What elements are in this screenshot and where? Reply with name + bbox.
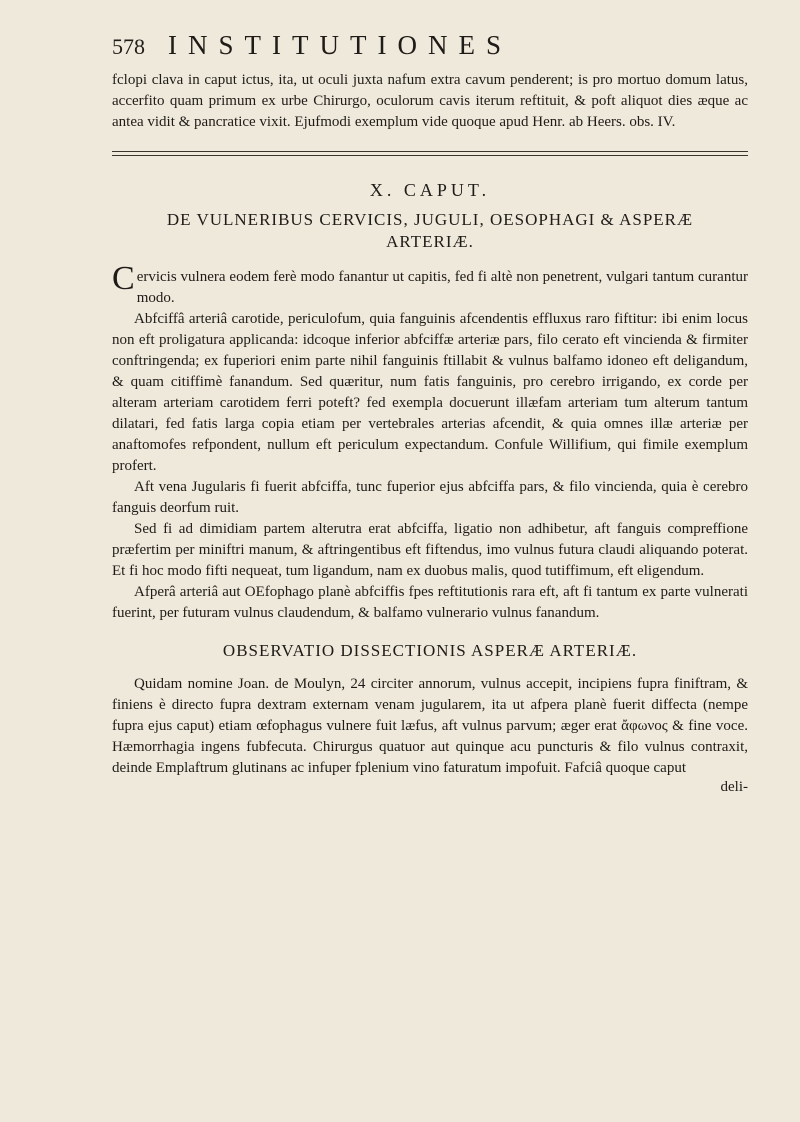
drop-cap: C xyxy=(112,260,135,297)
paragraph-partial-cut: Sed fi ad dimidiam partem alterutra erat abfciffa, ligatio non adhibetur, aft fanguis compreffione præfertim per miniftri manum, & aftringentibus eft fiftendus, imo vulnus futura claudi aliquando poterat. Et fi hoc modo fifti nequeat, tum ligandum, nam ex duobus malis, quod tutiffimum, eft eligendum. xyxy=(112,521,748,579)
paragraph-jugular: Aft vena Jugularis fi fuerit abfciffa, tunc fuperior ejus abfciffa pars, & filo vincienda, quia è cerebro fanguis deorfum ruit. xyxy=(112,479,748,516)
chapter-title: DE VULNERIBUS CERVICIS, JUGULI, OESOPHAGI & ASPERÆ ARTERIÆ. xyxy=(166,210,694,251)
page-number: 578 xyxy=(112,34,145,59)
running-title: INSTITUTIONES xyxy=(168,30,512,60)
catchword: deli- xyxy=(720,779,748,795)
observation-heading: OBSERVATIO DISSECTIONIS ASPERÆ ARTERIÆ. xyxy=(222,641,638,660)
paragraph-carotid: Abfciffâ arteriâ carotide, periculofum, quia fanguinis afcendentis effluxus raro fiftitur: ibi enim locus non eft proligatura applicanda: idcoque inferior abfciffæ arteriæ pars, filo cerato eft vincienda & firmiter conftringenda; ex fuperiori enim parte nihil fanguinis ftillabit & vulnus balfamo idoneo eft deligandum, & quam citiffimè fanandum. Sed quæritur, num fatis fanguinis, pro cerebro irrigando, ex corde per alteram arteriam carotidem ferri poteft? fed exempla docuerunt illæfam arteriam tum alterum tantum dilatari, fed fatis larga copia etiam per vertebrales arterias afcendit, & quia omnes illæ arteriæ per anaftomofes refpondent, nullum eft periculum expectandum. Confule Willifium, qui fimile exemplum profert. xyxy=(112,311,748,474)
observation-text: Quidam nomine Joan. de Moulyn, 24 circiter annorum, vulnus accepit, incipiens fupra finiftram, & finiens è directo fupra dextram externam venam jugularem, ita ut afpera planè fuerit diffecta (nempe fupra ejus caput) etiam œfophagus vulnere fuit læfus, aft vulnus parvum; æger erat ἄφωνος & fine voce. Hæmorrhagia ingens fubfecuta. Chirurgus quatuor aut quinque acu puncturis & filo vulnus contraxit, deinde Emplaftrum glutinans ac infuper fplenium vino faturatum impofuit. Fafciâ quoque caput xyxy=(112,676,748,776)
running-head xyxy=(112,30,748,70)
chapter-divider xyxy=(112,151,748,156)
chapter-label: X. CAPUT. xyxy=(369,180,491,200)
paragraph-text: ervicis vulnera eodem ferè modo fanantur ut capitis, fed fi altè non penetrent, vulgari tantum curantur modo. xyxy=(136,269,748,306)
paragraph-cervix xyxy=(112,260,748,309)
paragraph-trachea: Afperâ arteriâ aut OEfophago planè abfciffis fpes reftitutionis rara eft, aft fi tantum ex parte vulnerati fuerint, per futuram vulnus claudendum, & balfamo vulnerario vulnus fanandum. xyxy=(112,584,748,621)
previous-chapter-ending: fclopi clava in caput ictus, ita, ut oculi juxta nafum extra cavum penderent; is pro mortuo domum latus, accerfito quam primum ex urbe Chirurgo, oculorum cavis iterum reftituit, & poft aliquot dies æque ac antea vidit & pancratice vixit. Ejufmodi exemplum vide quoque apud Henr. ab Heers. obs. IV. xyxy=(112,72,748,130)
